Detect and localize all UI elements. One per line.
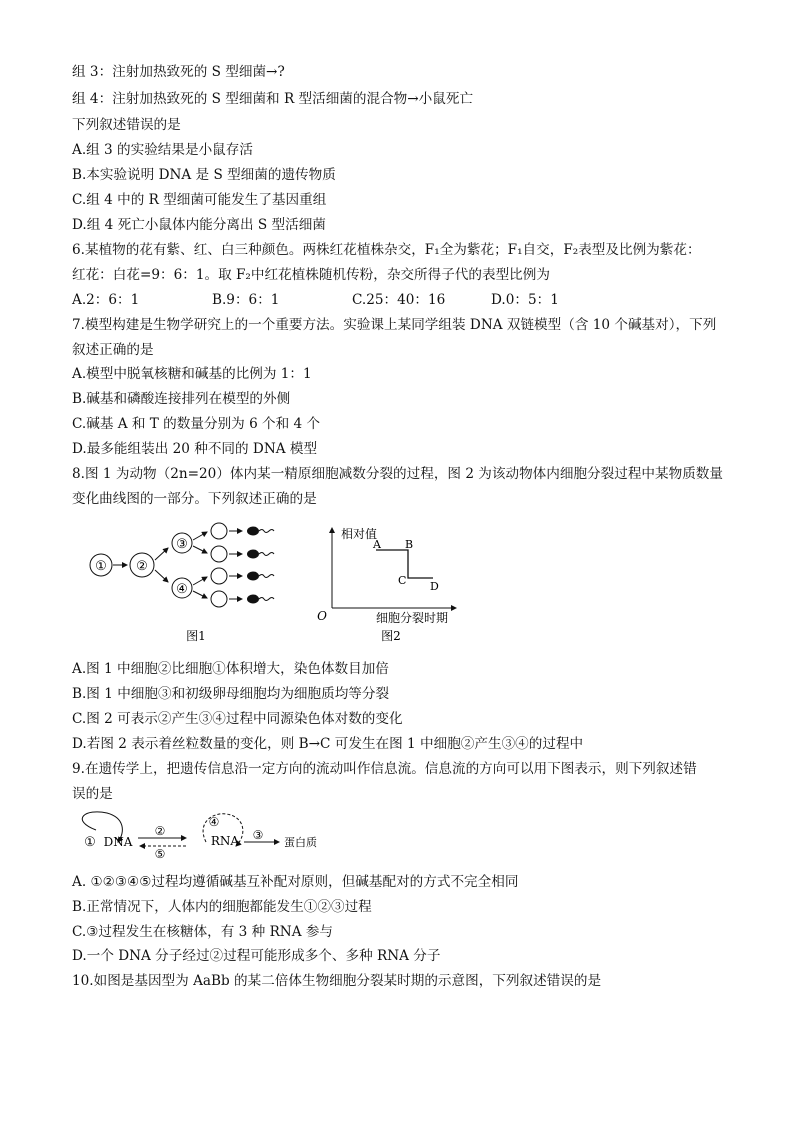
cell-1-label: ① — [95, 559, 107, 574]
flow-label-5: ⑤ — [154, 847, 166, 861]
figure-2-caption: 图2 — [381, 629, 401, 643]
q7-option-c: C.碱基 A 和 T 的数量分别为 6 个和 4 个 — [72, 416, 321, 432]
q9-option-d: D.一个 DNA 分子经过②过程可能形成多个、多种 RNA 分子 — [72, 948, 441, 964]
cell-4-label: ④ — [176, 582, 188, 597]
text-line: 组 3：注射加热致死的 S 型细菌→? — [72, 64, 285, 80]
question-9-stem-cont: 误的是 — [72, 786, 113, 802]
question-7-stem-cont: 叙述正确的是 — [72, 342, 154, 358]
cell-4 — [172, 578, 192, 598]
point-c-label: C — [398, 574, 407, 587]
q8-option-c: C.图 2 可表示②产生③④过程中同源染色体对数的变化 — [72, 711, 403, 727]
q8-option-a: A.图 1 中细胞②比细胞①体积增大，染色体数目加倍 — [72, 661, 389, 677]
question-prompt: 下列叙述错误的是 — [72, 117, 181, 133]
flow-label-4: ④ — [208, 815, 220, 829]
origin-label: O — [317, 609, 327, 623]
flow-label-1: ① — [84, 835, 96, 850]
figure-2 — [317, 526, 456, 643]
y-axis-label: 相对值 — [341, 527, 378, 541]
information-flow-diagram — [82, 812, 317, 861]
rna-label: RNA — [210, 834, 240, 848]
q6-option-c: C.25：40：16 — [352, 292, 446, 308]
figure-1-caption: 图1 — [186, 629, 206, 643]
option-d: D.组 4 死亡小鼠体内能分离出 S 型活细菌 — [72, 217, 326, 233]
question-8-stem: 8.图 1 为动物（2n=20）体内某一精原细胞减数分裂的过程，图 2 为该动物体内细胞分裂过程中某物质数量 — [72, 466, 723, 482]
cell-3 — [172, 533, 192, 553]
cell-2-label: ② — [136, 559, 148, 574]
question-8-stem-cont: 变化曲线图的一部分。下列叙述正确的是 — [72, 491, 317, 507]
question-9-stem: 9.在遗传学上，把遗传信息沿一定方向的流动叫作信息流。信息流的方向可以用下图表示，则下列叙述错 — [72, 761, 697, 777]
q7-option-a: A.模型中脱氧核糖和碱基的比例为 1：1 — [72, 366, 312, 382]
spermatid-row — [211, 523, 227, 607]
flow-label-2: ② — [154, 824, 166, 838]
question-6-stem-cont: 红花：白花=9：6：1。取 F₂中红花植株随机传粉，杂交所得子代的表型比例为 — [72, 267, 550, 283]
q8-option-b: B.图 1 中细胞③和初级卵母细胞均为细胞质均等分裂 — [72, 686, 390, 702]
dna-label: DNA — [103, 835, 133, 849]
point-a-label: A — [373, 538, 381, 551]
question-6-stem: 6.某植物的花有紫、红、白三种颜色。两株红花植株杂交，F₁全为紫花；F₁自交，F₂表型及比例为紫花： — [72, 242, 701, 258]
q6-option-a: A.2：6：1 — [72, 292, 140, 308]
point-b-label: B — [405, 538, 414, 551]
option-a: A.组 3 的实验结果是小鼠存活 — [72, 142, 253, 158]
flow-label-3: ③ — [252, 828, 264, 842]
text-line: 组 4：注射加热致死的 S 型细菌和 R 型活细菌的混合物→小鼠死亡 — [72, 91, 474, 107]
option-b: B.本实验说明 DNA 是 S 型细菌的遗传物质 — [72, 167, 336, 183]
q8-option-d: D.若图 2 表示着丝粒数量的变化，则 B→C 可发生在图 1 中细胞②产生③④的过程中 — [72, 736, 584, 752]
cell-1 — [90, 554, 112, 576]
sperm-row — [247, 527, 274, 604]
question-7-stem: 7.模型构建是生物学研究上的一个重要方法。实验课上某同学组装 DNA 双链模型（含 10 个碱基对），下列 — [72, 317, 717, 333]
q7-option-b: B.碱基和磷酸连接排列在模型的外侧 — [72, 391, 291, 407]
x-axis-label: 细胞分裂时期 — [376, 611, 449, 625]
cell-2 — [130, 553, 154, 577]
question-10-stem: 10.如图是基因型为 AaBb 的某二倍体生物细胞分裂某时期的示意图，下列叙述错误的是 — [72, 973, 602, 989]
curve-line — [376, 550, 433, 578]
protein-label: 蛋白质 — [284, 836, 317, 849]
q9-option-a: A. ①②③④⑤过程均遵循碱基互补配对原则，但碱基配对的方式不完全相同 — [72, 874, 519, 890]
q6-option-d: D.0：5：1 — [491, 292, 559, 308]
cell-3-label: ③ — [176, 537, 188, 552]
figure-1 — [90, 523, 274, 643]
q6-option-b: B.9：6：1 — [212, 292, 280, 308]
q9-option-b: B.正常情况下，人体内的细胞都能发生①②③过程 — [72, 899, 372, 915]
q7-option-d: D.最多能组装出 20 种不同的 DNA 模型 — [72, 441, 318, 457]
point-d-label: D — [430, 580, 439, 593]
q9-option-c: C.③过程发生在核糖体，有 3 种 RNA 参与 — [72, 924, 334, 940]
option-c: C.组 4 中的 R 型细菌可能发生了基因重组 — [72, 192, 327, 208]
